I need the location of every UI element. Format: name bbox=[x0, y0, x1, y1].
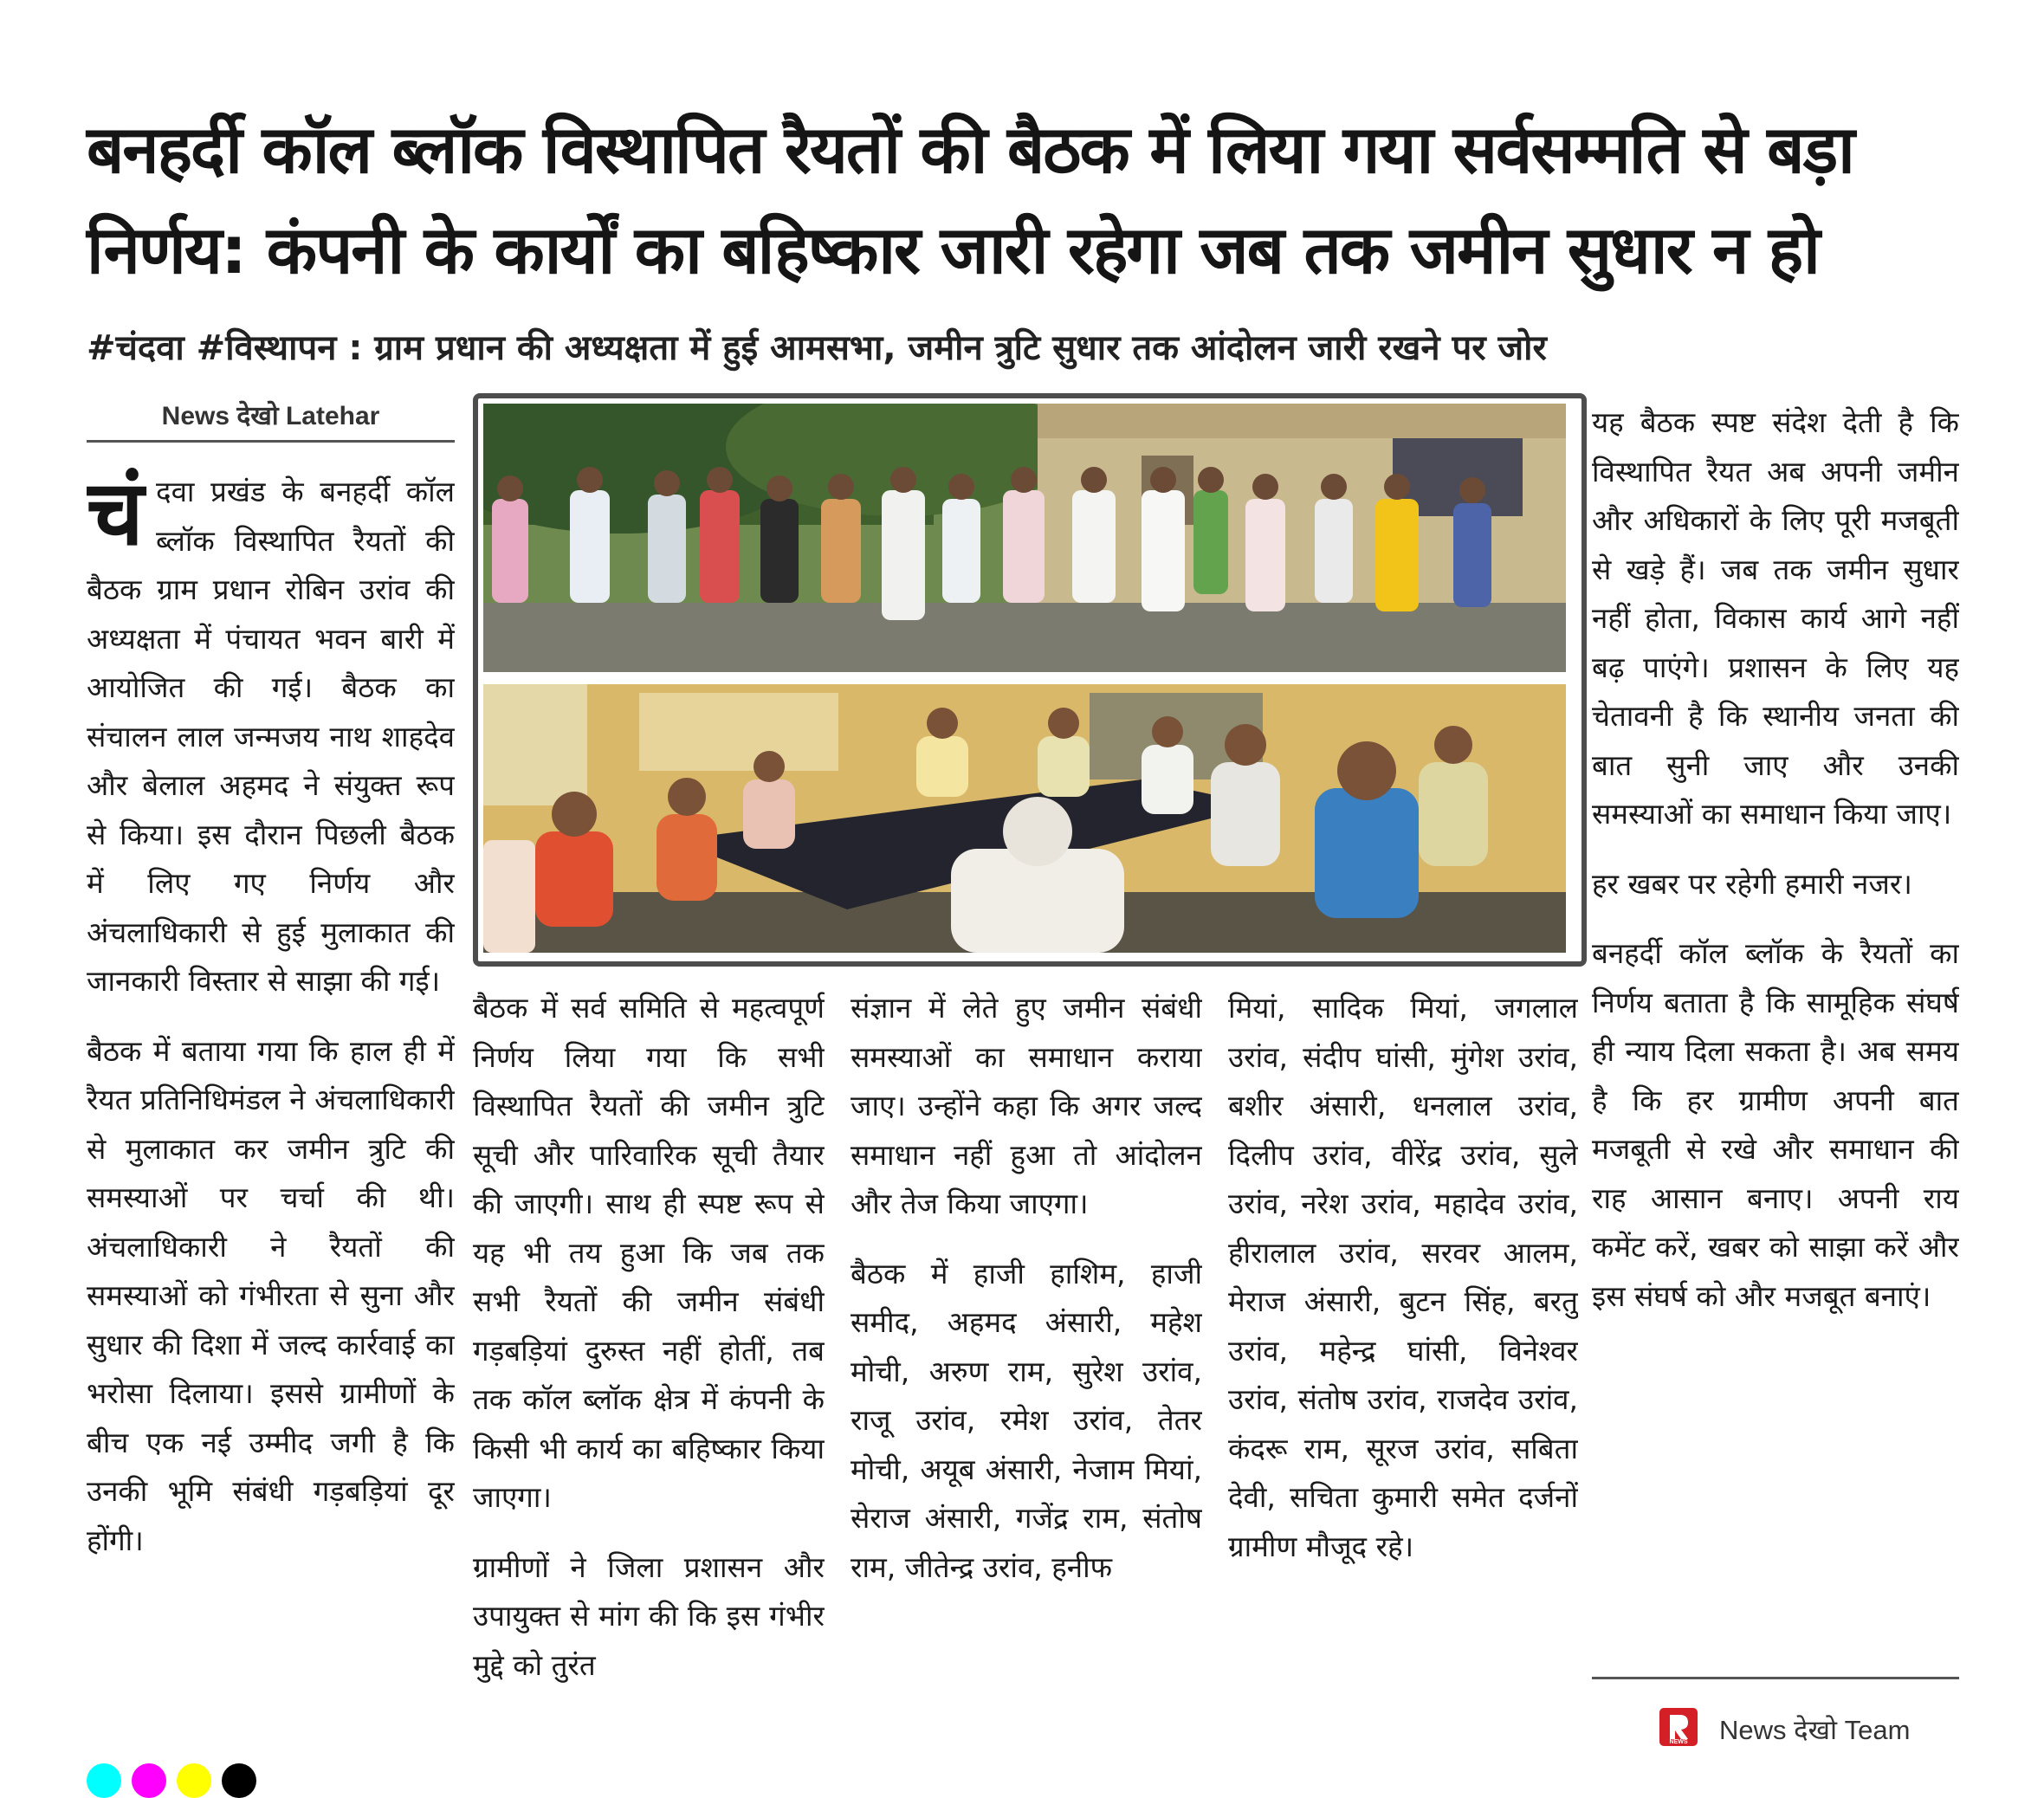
subheadline: #चंदवा #विस्थापन : ग्राम प्रधान की अध्यक्षता में हुई आमसभा, जमीन त्रुटि सुधार तक आंदोलन जारी रखने पर जोर bbox=[87, 328, 1547, 368]
paragraph: यह बैठक स्पष्ट संदेश देती है कि विस्थापित रैयत अब अपनी जमीन और अधिकारों के लिए पूरी मजबूती से खड़े हैं। जब तक जमीन सुधार नहीं होता, विकास कार्य आगे नहीं बढ़ पाएंगे। प्रशासन के लिए यह चेतावनी है कि स्थानीय जनता की बात सुनी जाए और उनकी समस्याओं का समाधान किया जाए। bbox=[1592, 405, 1959, 831]
photo-frame bbox=[473, 393, 1587, 967]
news-logo-icon bbox=[1659, 1708, 1698, 1746]
print-mark-cyan bbox=[87, 1763, 121, 1798]
article-column-4 bbox=[1228, 984, 1578, 1749]
group-photo bbox=[483, 404, 1566, 672]
print-mark-yellow bbox=[177, 1763, 211, 1798]
byline-rule bbox=[87, 440, 455, 443]
article-column-3 bbox=[851, 984, 1202, 1749]
headline: बनहर्दी कॉल ब्लॉक विस्थापित रैयतों की बैठक में लिया गया सर्वसम्मति से बड़ा निर्णय: कंपनी के कार्यों का बहिष्कार जारी रहेगा जब तक जमीन सुधार न हो bbox=[87, 111, 1853, 288]
paragraph: संज्ञान में लेते हुए जमीन संबंधी समस्याओं का समाधान कराया जाए। उन्होंने कहा कि अगर जल्द समाधान नहीं हुआ तो आंदोलन और तेज किया जाएगा। bbox=[851, 991, 1202, 1220]
meeting-photo bbox=[483, 684, 1566, 953]
article-column-5 bbox=[1592, 398, 1959, 1663]
paragraph bbox=[87, 468, 455, 1006]
paragraph: बैठक में बताया गया कि हाल ही में रैयत प्रतिनिधिमंडल ने अंचलाधिकारी से मुलाकात कर जमीन त्रुटि की समस्याओं पर चर्चा की थी। अंचलाधिकारी ने रैयतों की समस्याओं को गंभीरता से सुना और सुधार की दिशा में जल्द कार्रवाई का भरोसा दिलाया। इससे ग्रामीणों के बीच एक नई उम्मीद जगी है कि उनकी भूमि संबंधी गड़बड़ियां दूर होंगी। bbox=[87, 1033, 455, 1557]
footer-team-credit: News देखो Team bbox=[1719, 1715, 1911, 1745]
paragraph: ग्रामीणों ने जिला प्रशासन और उपायुक्त से मांग की कि इस गंभीर मुद्दे को तुरंत bbox=[473, 1549, 825, 1682]
logo-text: NEWS bbox=[1669, 1739, 1688, 1745]
paragraph: मियां, सादिक मियां, जगलाल उरांव, संदीप घांसी, मुंगेश उरांव, बशीर अंसारी, धनलाल उरांव, दिलीप उरांव, वीरेंद्र उरांव, सुले उरांव, नरेश उरांव, महादेव उरांव, हीरालाल उरांव, सरवर आलम, मेराज अंसारी, बुटन सिंह, बरतु उरांव, महेन्द्र घांसी, विनेश्वर उरांव, संतोष उरांव, राजदेव उरांव, कंदरू राम, सूरज उरांव, सबिता देवी, सचिता कुमारी समेत दर्जनों ग्रामीण मौजूद रहे। bbox=[1228, 991, 1578, 1563]
meeting-photo-image bbox=[483, 684, 1566, 953]
print-mark-black bbox=[222, 1763, 256, 1798]
group-photo-image bbox=[483, 404, 1566, 672]
paragraph: बनहर्दी कॉल ब्लॉक के रैयतों का निर्णय बताता है कि सामूहिक संघर्ष ही न्याय दिला सकता है। अब समय है कि हर ग्रामीण अपनी बात मजबूती से रखे और समाधान की राह आसान बनाए। अपनी राय कमेंट करें, खबर को साझा करें और इस संघर्ष को और मजबूत बनाएं। bbox=[1592, 936, 1959, 1313]
paragraph: हर खबर पर रहेगी हमारी नजर। bbox=[1592, 866, 1912, 901]
drop-cap: चं bbox=[87, 468, 145, 566]
paragraph-text: दवा प्रखंड के बनहर्दी कॉल ब्लॉक विस्थापित रैयतों की बैठक ग्राम प्रधान रोबिन उरांव की अध्यक्षता में पंचायत भवन बारी में आयोजित की गई। बैठक का संचालन लाल जन्मजय नाथ शाहदेव और बेलाल अहमद ने संयुक्त रूप से किया। इस दौरान पिछली बैठक में लिए गए निर्णय और अंचलाधिकारी से हुई मुलाकात की जानकारी विस्तार से साझा की गई। bbox=[87, 475, 455, 998]
article-column-2 bbox=[473, 984, 825, 1749]
paragraph: बैठक में सर्व समिति से महत्वपूर्ण निर्णय लिया गया कि सभी विस्थापित रैयतों की जमीन त्रुटि सूची और पारिवारिक सूची तैयार की जाएगी। साथ ही स्पष्ट रूप से यह भी तय हुआ कि जब तक सभी रैयतों की जमीन संबंधी गड़बड़ियां दुरुस्त नहीं होतीं, तब तक कॉल ब्लॉक क्षेत्र में कंपनी के किसी भी कार्य का बहिष्कार किया जाएगा। bbox=[473, 991, 825, 1514]
print-mark-magenta bbox=[132, 1763, 166, 1798]
paragraph: बैठक में हाजी हाशिम, हाजी समीद, अहमद अंसारी, महेश मोची, अरुण राम, सुरेश उरांव, राजू उरांव, रमेश उरांव, तेतर मोची, अयूब अंसारी, नेजाम मियां, सेराज अंसारी, गजेंद्र राम, संतोष राम, जीतेन्द्र उरांव, हनीफ bbox=[851, 1256, 1202, 1584]
news-logo bbox=[1659, 1708, 1698, 1746]
byline: News देखो Latehar bbox=[161, 402, 380, 430]
article-column-1 bbox=[87, 468, 455, 1749]
footer-rule bbox=[1592, 1677, 1959, 1679]
